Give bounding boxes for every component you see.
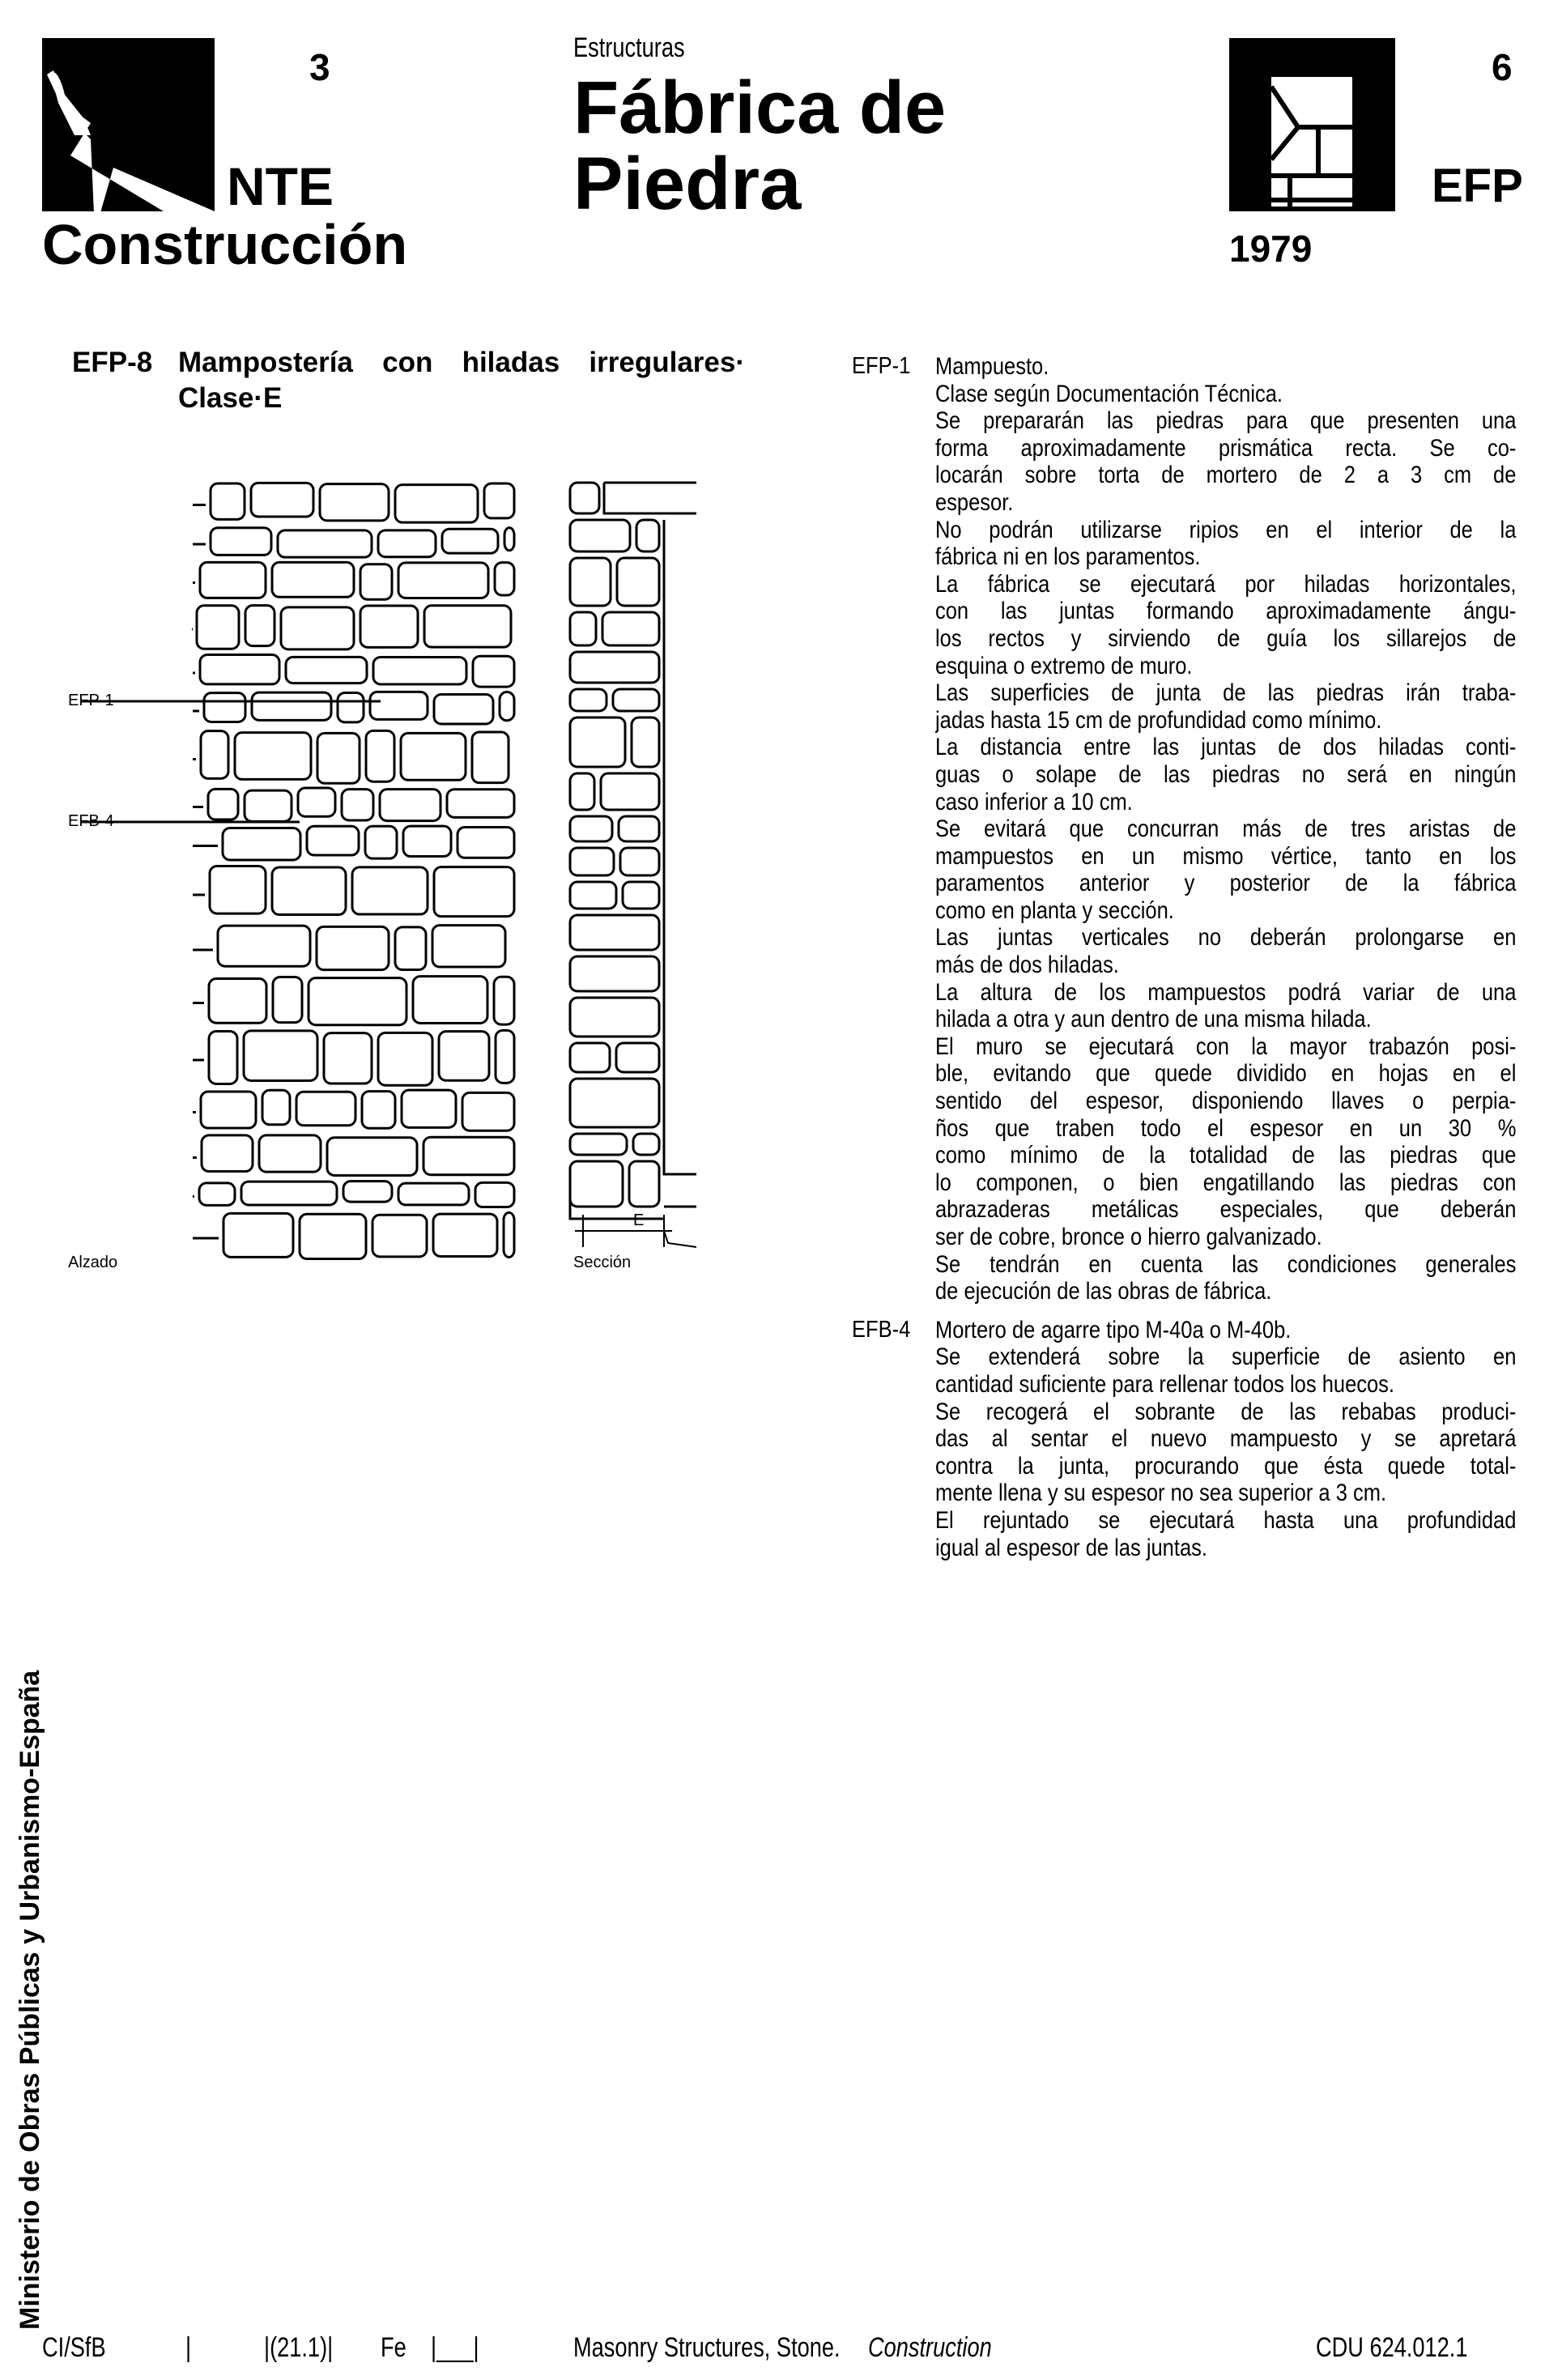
elevation-stone	[209, 1032, 237, 1084]
section-stone	[617, 558, 659, 606]
elevation-stone	[413, 977, 487, 1024]
section-stone	[570, 652, 659, 683]
spec-line: Se prepararán las piedras para que presenten una	[935, 407, 1517, 435]
elevation-stone	[398, 563, 488, 598]
elevation-stone	[395, 485, 478, 523]
spec-line: esquina o extremo de muro.	[935, 652, 1193, 679]
elevation-stone	[380, 790, 441, 821]
elevation-stone	[500, 692, 514, 721]
elevation-stone	[235, 733, 311, 780]
section-stone	[633, 1134, 659, 1155]
elevation-stone	[484, 483, 514, 518]
year: 1979	[1229, 228, 1313, 270]
section-stone	[570, 915, 659, 950]
section-stone	[602, 612, 659, 645]
nte-trowel-logo	[42, 38, 215, 211]
elevation-stone	[504, 528, 514, 551]
spec-line: fábrica ni en los paramentos.	[935, 543, 1201, 571]
section-stone	[570, 483, 599, 513]
elevation-stone	[200, 655, 279, 684]
elevation-stone	[362, 1092, 395, 1129]
elevation-stone	[201, 731, 228, 779]
spec-line: como en planta y sección.	[935, 896, 1174, 924]
cisfb-label: CI/SfB	[42, 2332, 106, 2363]
section-stone	[570, 1161, 623, 1207]
spec-line: La altura de los mampuestos podrá variar de una	[935, 978, 1517, 1006]
elevation-stone	[373, 657, 466, 684]
spec-line: El rejuntado se ejecutará hasta una profundidad	[935, 1506, 1517, 1534]
spec-line: Se recogerá el sobrante de las rebabas produci-	[935, 1398, 1517, 1425]
spec-line: ser de cobre, bronce o hierro galvanizado.	[935, 1224, 1322, 1250]
spec-line: con las juntas formando aproximadamente ángu-	[935, 598, 1517, 625]
section-stone	[570, 520, 630, 551]
spec-line: forma aproximadamente prismática recta. Se co-	[935, 434, 1517, 462]
elevation-stone	[317, 733, 360, 783]
section-stone	[570, 689, 607, 711]
spec-line: La fábrica se ejecutará por hiladas horizontales,	[935, 570, 1517, 598]
elevation-stone	[278, 530, 372, 557]
elevation-stone	[209, 979, 266, 1024]
spec-line: Se extenderá sobre la superficie de asiento en	[935, 1343, 1517, 1371]
elevation-stone	[208, 789, 238, 820]
section-drawing	[570, 483, 696, 1219]
spec-code: EFP-1	[852, 353, 911, 379]
figure-title-line-1: Mampostería con hiladas irregulares·	[178, 347, 745, 378]
spec-line: Se tendrán en cuenta las condiciones generales	[935, 1250, 1517, 1278]
section-stone	[570, 848, 614, 875]
spec-line: La distancia entre las juntas de dos hiladas conti-	[935, 734, 1517, 761]
spec-line: Mampuesto.	[935, 353, 1049, 380]
elevation-stone	[300, 1214, 366, 1258]
elevation-label: Alzado	[68, 1254, 118, 1271]
spec-line: Las superficies de junta de las piedras irán traba-	[935, 679, 1517, 707]
spec-line: de ejecución de las obras de fábrica.	[935, 1278, 1272, 1305]
spec-line: caso inferior a 10 cm.	[935, 788, 1133, 815]
section-stone	[570, 558, 611, 606]
sheet-code: EFP	[1432, 160, 1523, 212]
section-stone	[629, 1161, 659, 1207]
cisfb-blank-box: |___|	[431, 2332, 479, 2363]
elevation-stone	[402, 1090, 456, 1127]
elevation-stone	[244, 1031, 317, 1081]
spec-line: Mortero de agarre tipo M-40a o M-40b.	[935, 1316, 1292, 1343]
elevation-stone	[494, 977, 514, 1024]
section-stone	[613, 689, 659, 711]
elevation-stone	[496, 1030, 514, 1083]
spec-line: ble, evitando que quede dividido en hojas en el	[935, 1060, 1517, 1088]
figure-title-line-2: Clase·E	[178, 382, 283, 414]
cdu-code: CDU 624.012.1	[1316, 2332, 1468, 2363]
elevation-stone	[342, 790, 373, 820]
elevation-stone	[378, 530, 436, 557]
elevation-stone	[262, 1090, 290, 1125]
sheet-number: 6	[1492, 46, 1513, 88]
elevation-stone	[281, 607, 354, 649]
elevation-stone	[252, 692, 331, 720]
elevation-stone	[251, 483, 313, 517]
section-stone	[620, 848, 659, 875]
spec-line: jadas hasta 15 cm de profundidad como mínimo.	[935, 706, 1382, 734]
spec-line: ños que traben todo el espesor en un 30 %	[935, 1114, 1517, 1142]
elevation-stone	[424, 606, 511, 647]
spec-line: guas o solape de las piedras no será en ningún	[935, 760, 1517, 788]
elevation-stone	[403, 826, 451, 856]
spec-line: Se evitará que concurran más de tres aristas de	[935, 815, 1517, 843]
spec-item	[852, 353, 1516, 1305]
spec-line: paramentos anterior y posterior de la fábrica	[935, 870, 1517, 897]
elevation-stone	[273, 977, 302, 1022]
masonry-drawing	[49, 453, 777, 1263]
elevation-stone	[370, 692, 428, 719]
elevation-stone	[462, 1092, 514, 1130]
elevation-stone	[320, 484, 389, 521]
elevation-stone	[398, 1183, 469, 1205]
elevation-stone	[245, 606, 275, 646]
spec-line: El muro se ejecutará con la mayor trabazón posi-	[935, 1032, 1517, 1060]
section-stone	[570, 612, 596, 645]
elevation-drawing	[192, 483, 514, 1258]
callout-efp-1: EFP-1	[68, 692, 114, 709]
spec-line: como mínimo de la totalidad de las piedras que	[935, 1142, 1517, 1169]
section-label: Sección	[573, 1254, 632, 1271]
elevation-stone	[360, 564, 392, 600]
spec-line: No podrán utilizarse ripios en el interior de la	[935, 516, 1517, 543]
elevation-stone	[472, 732, 509, 783]
section-stone	[601, 773, 659, 810]
elevation-stone	[298, 788, 335, 816]
elevation-stone	[432, 926, 505, 967]
category-label: Estructuras	[573, 32, 685, 63]
elevation-stone	[442, 529, 498, 553]
section-stone	[616, 1043, 659, 1072]
section-stone	[570, 956, 659, 991]
elevation-stone	[372, 1215, 427, 1257]
callout-efb-4: EFB-4	[68, 812, 114, 830]
section-stone	[570, 882, 616, 909]
section-stone	[570, 1134, 627, 1155]
elevation-stone	[200, 562, 266, 598]
elevation-stone	[423, 1137, 514, 1175]
spec-line: contra la junta, procurando que ésta quede total-	[935, 1452, 1517, 1480]
title-line-1: Fábrica de	[573, 66, 947, 149]
elevation-stone	[241, 1181, 337, 1205]
section-stone	[570, 1043, 610, 1072]
elevation-stone	[401, 733, 466, 780]
series-name: Construcción	[42, 213, 408, 276]
elevation-stone	[211, 528, 271, 556]
elevation-stone	[201, 1092, 256, 1128]
section-stone	[632, 717, 659, 767]
title-line-2: Piedra	[573, 143, 802, 225]
english-title: Masonry Structures, Stone.	[573, 2332, 841, 2363]
spec-line: más de dos hiladas.	[935, 952, 1119, 979]
elevation-stone	[360, 606, 418, 647]
elevation-stone	[199, 1183, 235, 1205]
elevation-stone	[218, 926, 310, 966]
specification-list	[852, 353, 1516, 1573]
series-label: NTE	[227, 156, 334, 216]
spec-code: EFB-4	[852, 1316, 911, 1343]
elevation-stone	[434, 694, 493, 723]
spec-line: igual al espesor de las juntas.	[935, 1534, 1207, 1561]
elevation-stone	[272, 867, 346, 915]
figure-code: EFP-8	[72, 347, 153, 378]
elevation-stone	[327, 1138, 417, 1176]
section-stone	[570, 717, 625, 767]
elevation-stone	[324, 1033, 372, 1084]
spec-line: locarán sobre torta de mortero de 2 a 3 cm de	[935, 462, 1517, 489]
series-number: 3	[309, 46, 330, 88]
spec-line: Las juntas verticales no deberán prolongarse en	[935, 924, 1517, 952]
elevation-stone	[395, 927, 426, 970]
spec-line: abrazaderas metálicas especiales, que deberán	[935, 1196, 1517, 1224]
spec-line: Clase según Documentación Técnica.	[935, 380, 1283, 407]
elevation-stone	[475, 1182, 514, 1207]
elevation-stone	[504, 1212, 514, 1257]
footer-separator: |	[185, 2332, 192, 2363]
elevation-stone	[343, 1181, 392, 1202]
wall-section-logo	[1229, 38, 1395, 211]
spec-line: espesor.	[935, 488, 1014, 516]
elevation-stone	[223, 1213, 293, 1257]
english-title-italic: Construction	[868, 2332, 992, 2363]
spec-line: mente llena y su espesor no sea superior a 3 cm.	[935, 1480, 1387, 1507]
elevation-stone	[317, 926, 389, 969]
spec-body	[935, 1317, 1516, 1561]
section-stone	[636, 520, 659, 551]
dimension-label: E	[633, 1211, 645, 1229]
section-stone	[570, 816, 612, 841]
elevation-stone	[447, 790, 514, 818]
spec-line: hilada a otra y aun dentro de una misma hilada.	[935, 1006, 1372, 1033]
elevation-stone	[197, 606, 239, 649]
elevation-stone	[223, 828, 300, 860]
elevation-stone	[286, 657, 367, 683]
spec-line: das al sentar el nuevo mampuesto y se apretará	[935, 1425, 1517, 1453]
elevation-stone	[309, 978, 406, 1025]
ministry-side-text: Ministerio de Obras Públicas y Urbanismo-España	[15, 1670, 45, 2330]
elevation-stone	[473, 656, 514, 687]
spec-line: lo componen, o bien engatillando las piedras con	[935, 1169, 1517, 1196]
elevation-stone	[204, 693, 245, 722]
elevation-stone	[433, 1214, 497, 1256]
elevation-stone	[210, 866, 266, 913]
section-stone	[619, 816, 659, 841]
spec-body	[935, 353, 1516, 1305]
elevation-stone	[352, 867, 428, 914]
elevation-stone	[259, 1135, 321, 1172]
elevation-stone	[366, 730, 394, 781]
elevation-stone	[272, 562, 354, 597]
elevation-stone	[296, 1092, 355, 1126]
elevation-stone	[458, 828, 514, 858]
elevation-stone	[378, 1032, 432, 1085]
elevation-stone	[434, 867, 514, 917]
spec-line: sentido del espesor, disponiendo llaves o perpia-	[935, 1088, 1517, 1115]
elevation-stone	[495, 563, 514, 595]
section-stone	[570, 1079, 659, 1127]
section-stone	[570, 773, 594, 810]
spec-line: mampuestos en un mismo vértice, tanto en los	[935, 842, 1517, 870]
spec-line: cantidad suficiente para rellenar todos los huecos.	[935, 1370, 1395, 1398]
elevation-stone	[338, 692, 364, 722]
elevation-stone	[202, 1135, 253, 1172]
elevation-stone	[245, 790, 292, 821]
cisfb-class-code: |(21.1)|	[264, 2332, 334, 2363]
elevation-stone	[439, 1032, 489, 1081]
page-title	[573, 66, 947, 225]
spec-line: los rectos y sirviendo de guía los sillarejos de	[935, 624, 1517, 652]
elevation-stone	[365, 826, 397, 858]
cisfb-fe: Fe	[381, 2332, 406, 2363]
spec-item	[852, 1317, 1516, 1561]
section-stone	[623, 882, 659, 909]
elevation-stone	[307, 826, 359, 855]
elevation-stone	[211, 483, 245, 519]
section-stone	[570, 998, 659, 1037]
